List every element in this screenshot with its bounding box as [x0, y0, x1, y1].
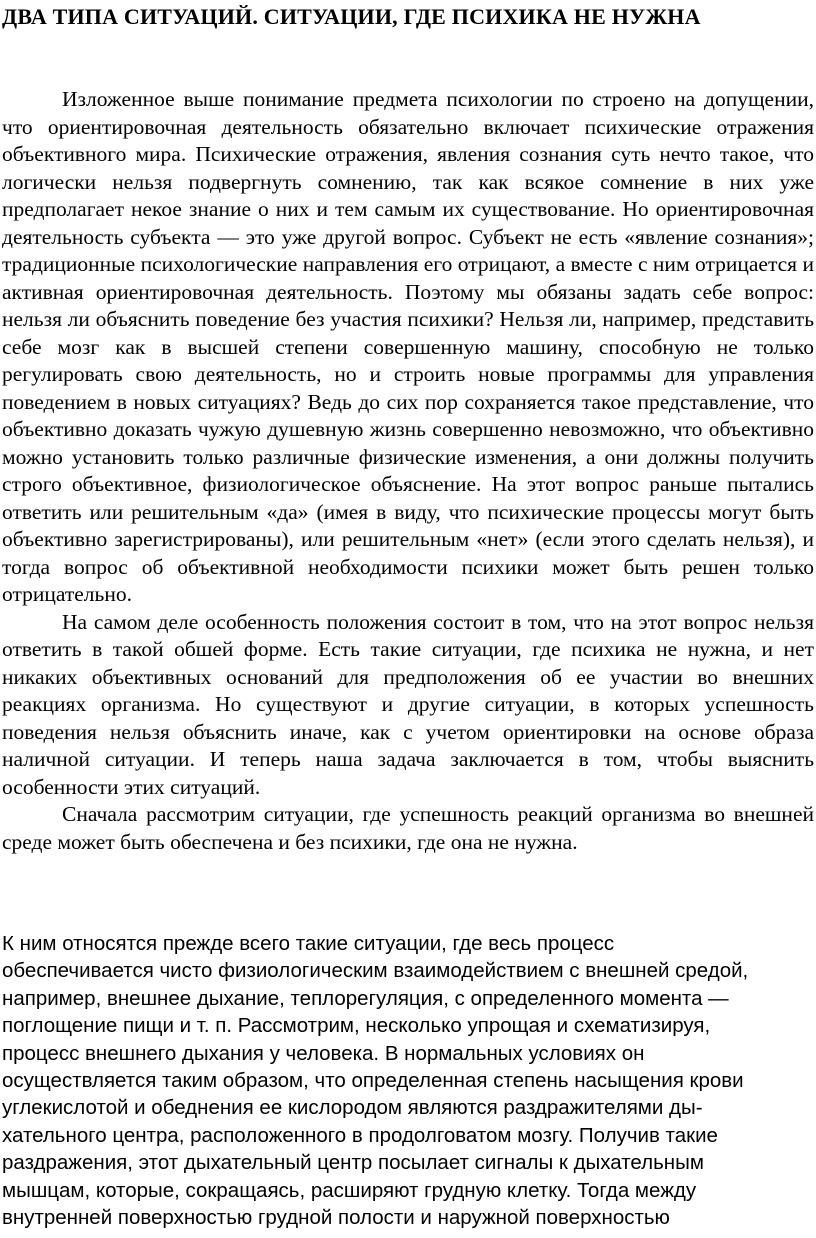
- paragraph-1: Изложенное выше понимание предмета психологии по строено на допущении, что ориентировочная деятельность обязательно включает психические отражения объективного мира. Психические отражения, явления сознания суть нечто такое, что логически нельзя подвергнуть сомнению, так как всякое сомнение в них уже предполагает некое знание о них и тем самым их существование. Но ориентировочная деятельность субъекта — это уже другой вопрос. Субъект не есть «явление сознания»; традиционные психологические направления его отрицают, а вместе с ним отрицается и активная ориентировочная деятельность. Поэтому мы обязаны задать себе вопрос: нельзя ли объяснить поведение без участия психики? Нельзя ли, например, представить себе мозг как в высшей степени совершенную машину, способную не только регулировать свою деятельность, но и строить новые программы для управления поведением в новых ситуациях? Ведь до сих пор сохраняется такое представление, что объективно доказать чужую душевную жизнь совершенно невозможно, что объективно можно установить только различные физические изменения, а они должны получить строго объективное, физиологическое объяснение. На этот вопрос раньше пытались ответить или решительным «да» (имея в виду, что психические процессы могут быть объективно зарегистрированы), или решительным «нет» (если этого сделать нельзя), и тогда вопрос об объективной необходимости психики может быть решен только отрицательно.: [2, 87, 814, 606]
- text-line: углекислотой и обеднения ее кислородом являются раздражителями ды-: [2, 1096, 703, 1120]
- text-line: хательного центра, расположенного в продолговатом мозгу. Получив такие: [2, 1123, 718, 1147]
- paragraph-3: Сначала рассмотрим ситуации, где успешность реакций организма во внешней среде может быть обеспечена и без психики, где она не нужна.: [2, 802, 814, 854]
- text-line: обеспечивается чисто физиологическим взаимодействием с внешней средой,: [2, 959, 749, 983]
- text-line: раздражения, этот дыхательный центр посылает сигналы к дыхательным: [2, 1151, 704, 1175]
- text-line: внутренней поверхностью грудной полости и наружной поверхностью: [2, 1206, 670, 1230]
- document-body: [2, 86, 814, 856]
- text-line: например, внешнее дыхание, теплорегуляция, с определенного момента —: [2, 986, 729, 1010]
- paragraph-2: На самом деле особенность положения состоит в том, что на этот вопрос нельзя ответить в такой обшей форме. Есть такие ситуации, где психика не нужна, и нет никаких объективных оснований для предположения об ее участии во внешних реакциях организма. Но существуют и другие ситуации, в которых успешность поведения нельзя объяснить иначе, как с учетом ориентировки на основе образа наличной ситуации. И теперь наша задача заключается в том, чтобы выяснить особенности этих ситуаций.: [2, 609, 814, 799]
- text-line: К ним относятся прежде всего такие ситуации, где весь процесс: [2, 932, 615, 955]
- section-title: ДВА ТИПА СИТУАЦИЙ. СИТУАЦИИ, ГДЕ ПСИХИКА НЕ НУЖНА: [2, 4, 701, 29]
- text-line: процесс внешнего дыхания у человека. В нормальных условиях он: [2, 1041, 645, 1065]
- text-line: поглощение пищи и т. п. Рассмотрим, несколько упрощая и схематизируя,: [2, 1014, 711, 1038]
- text-line: осуществляется таким образом, что определенная степень насыщения крови: [2, 1069, 744, 1093]
- text-line: мышцам, которые, сокращаясь, расширяют грудную клетку. Тогда между: [2, 1178, 697, 1202]
- continuation-text: [2, 930, 814, 1231]
